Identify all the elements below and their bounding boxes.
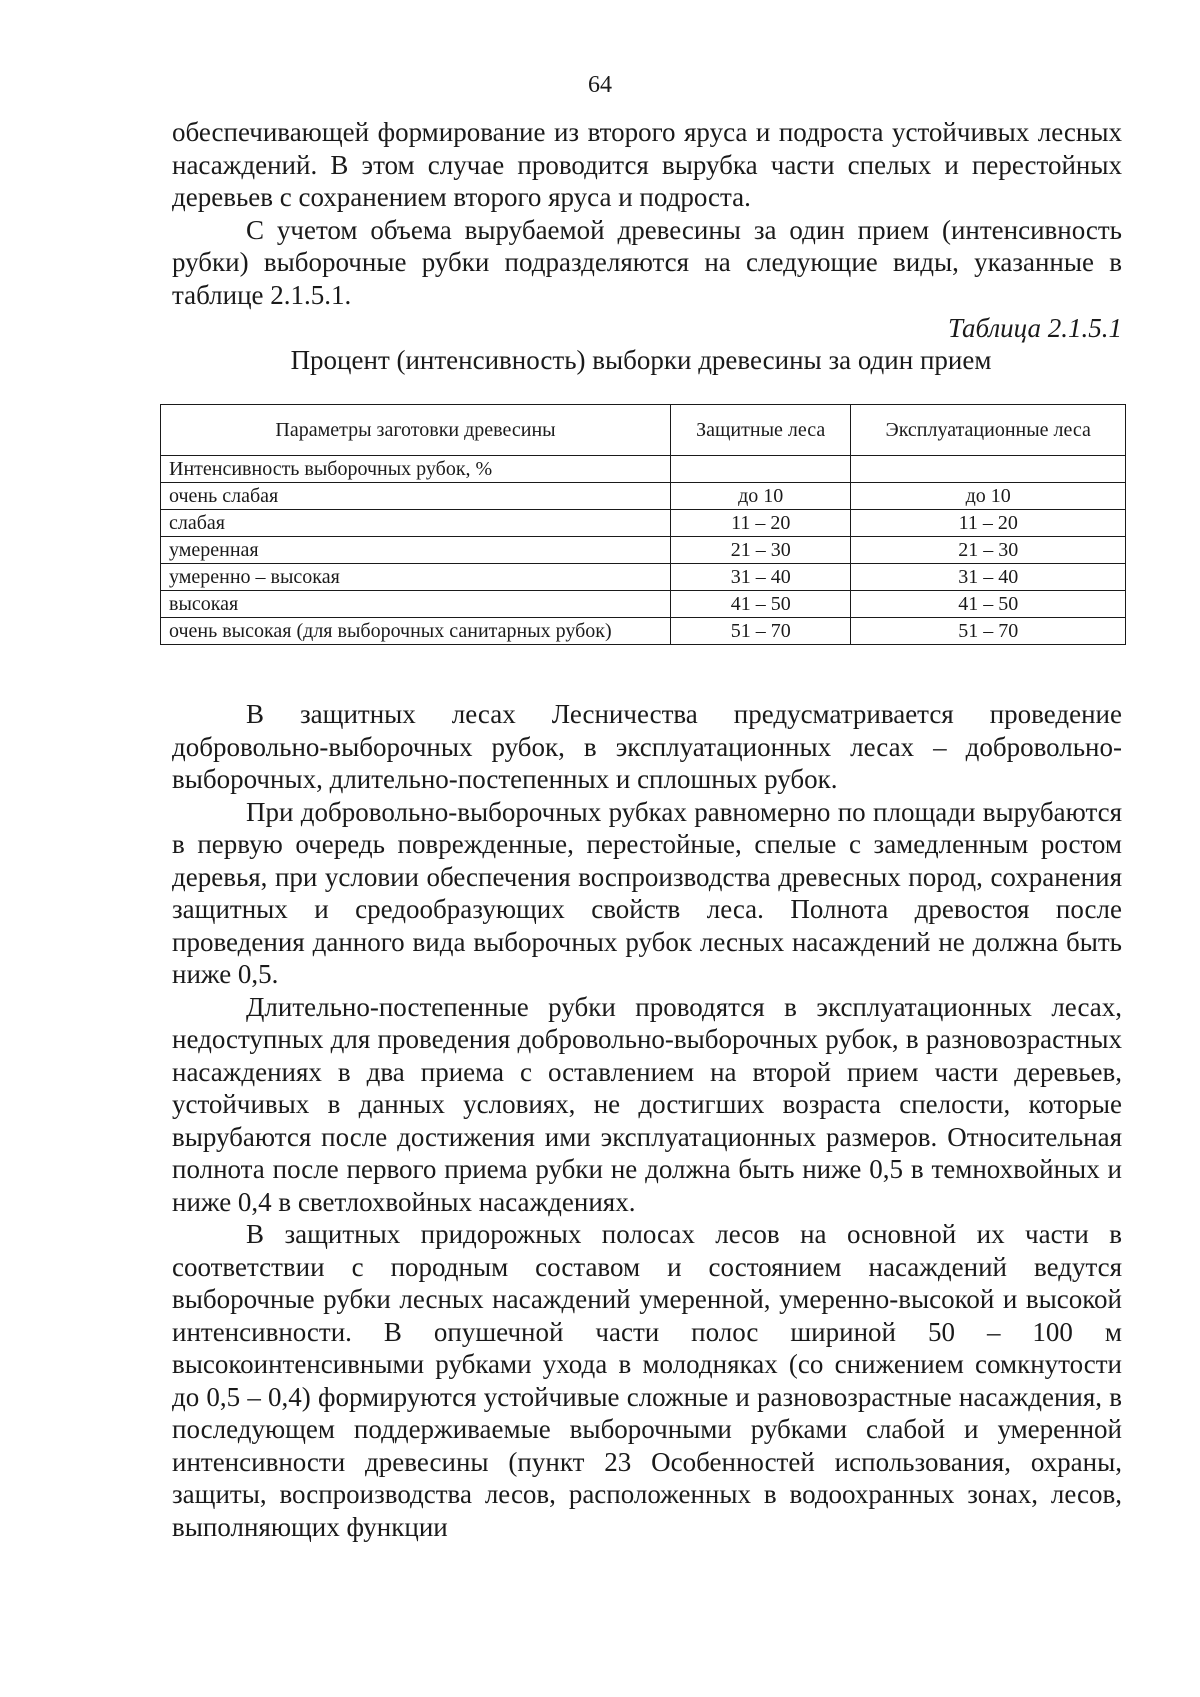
table-row [161, 483, 1126, 510]
table-row [161, 510, 1126, 537]
table-cell: до 10 [851, 483, 1126, 510]
top-text-block [172, 116, 1122, 311]
table-cell: 11 – 20 [671, 510, 851, 537]
paragraph: При добровольно-выборочных рубках равномерно по площади вырубаются в первую очередь поврежденные, перестойные, спелые с замедленным ростом деревья, при условии обеспечения воспроизводства древесных пород, сохранения защитных и средообразующих свойств леса. Полнота древостоя после проведения данного вида выборочных рубок лесных насаждений не должна быть ниже 0,5. [172, 796, 1122, 989]
table-row [161, 618, 1126, 645]
table-cell: 41 – 50 [671, 591, 851, 618]
paragraph: В защитных лесах Лесничества предусматривается проведение добровольно-выборочных рубок, в эксплуатационных лесах – добровольно-выборочных, длительно-постепенных и сплошных рубок. [172, 699, 1122, 794]
table-cell: до 10 [671, 483, 851, 510]
table-cell: 31 – 40 [851, 564, 1126, 591]
table-row [161, 564, 1126, 591]
table-cell: умеренная [161, 537, 671, 564]
table-cell: очень слабая [161, 483, 671, 510]
section-label: Интенсивность выборочных рубок, % [161, 456, 671, 483]
table-cell: 31 – 40 [671, 564, 851, 591]
table-caption: Процент (интенсивность) выборки древесины за один прием [290, 345, 992, 375]
table-cell [671, 456, 851, 483]
header-exploitable: Эксплуатационные леса [851, 405, 1126, 456]
table-row [161, 591, 1126, 618]
table-header-row [161, 405, 1126, 456]
table-cell: 21 – 30 [671, 537, 851, 564]
paragraph: Длительно-постепенные рубки проводятся в эксплуатационных лесах, недоступных для проведения добровольно-выборочных рубок, в разновозрастных насаждениях в два приема с оставлением на второй прием части деревьев, устойчивых в данных условиях, не достигших возраста спелости, которые вырубаются после достижения ими эксплуатационных размеров. Относительная полнота после первого приема рубки не должна быть ниже 0,5 в темнохвойных и ниже 0,4 в светлохвойных насаждениях. [172, 991, 1122, 1217]
table-row [161, 537, 1126, 564]
table-section-row [161, 456, 1126, 483]
table-cell: умеренно – высокая [161, 564, 671, 591]
table-cell: 21 – 30 [851, 537, 1126, 564]
table-cell [851, 456, 1126, 483]
paragraph: обеспечивающей формирование из второго яруса и подроста устойчивых лесных насаждений. В этом случае проводится вырубка части спелых и перестойных деревьев с сохранением второго яруса и подроста. [172, 117, 1122, 212]
page-number: 64 [588, 72, 612, 98]
bottom-text-block [172, 698, 1122, 1543]
table-cell: 51 – 70 [851, 618, 1126, 645]
paragraph: С учетом объема вырубаемой древесины за один прием (интенсивность рубки) выборочные рубки подразделяются на следующие виды, указанные в таблице 2.1.5.1. [172, 214, 1122, 310]
table-cell: очень высокая (для выборочных санитарных рубок) [161, 618, 671, 645]
table-cell: высокая [161, 591, 671, 618]
table-cell: 41 – 50 [851, 591, 1126, 618]
intensity-table [160, 404, 1126, 645]
header-protective: Защитные леса [671, 405, 851, 456]
header-param: Параметры заготовки древесины [161, 405, 671, 456]
table-cell: 11 – 20 [851, 510, 1126, 537]
paragraph: В защитных придорожных полосах лесов на основной их части в соответствии с породным составом и состоянием насаждений ведутся выборочные рубки лесных насаждений умеренной, умеренно-высокой и высокой интенсивности. В опушечной части полос шириной 50 – 100 м высокоинтенсивными рубками ухода в молодняках (со снижением сомкнутости до 0,5 – 0,4) формируются устойчивые сложные и разновозрастные насаждения, в последующем поддерживаемые выборочными рубками слабой и умеренной интенсивности древесины (пункт 23 Особенностей использования, охраны, защиты, воспроизводства лесов, расположенных в водоохранных зонах, лесов, выполняющих функции [172, 1219, 1122, 1542]
table-reference: Таблица 2.1.5.1 [947, 313, 1122, 343]
table-cell: 51 – 70 [671, 618, 851, 645]
table-cell: слабая [161, 510, 671, 537]
